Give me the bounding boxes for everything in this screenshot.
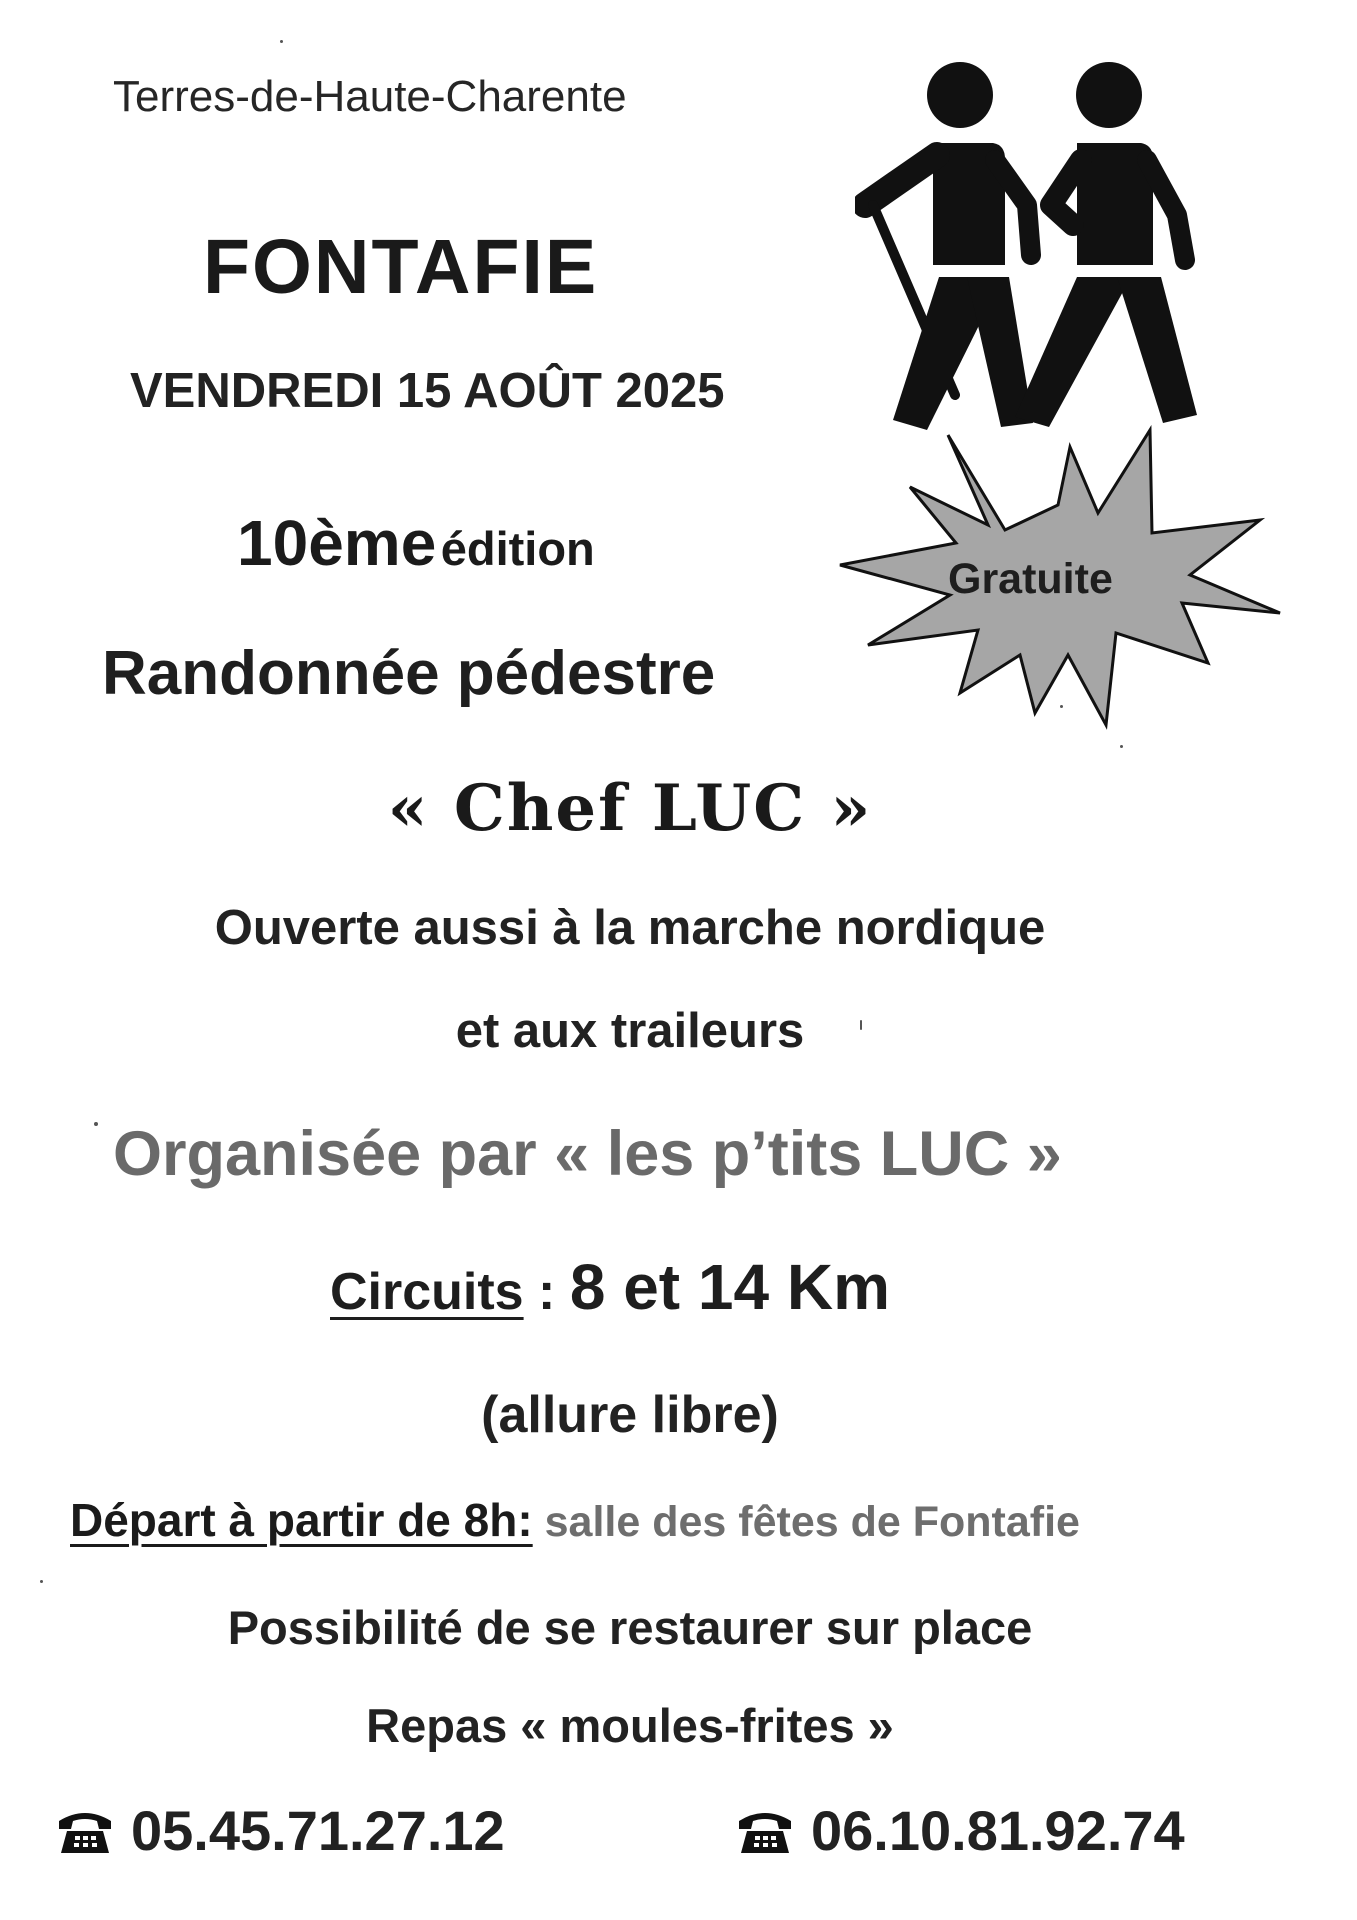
scan-speck (1060, 705, 1063, 708)
telephone-icon (55, 1807, 115, 1855)
open-to-line-2: et aux traileurs (455, 1004, 805, 1058)
food-line-1: Possibilité de se restaurer sur place (227, 1601, 1033, 1654)
edition-number: 10ème (237, 507, 437, 579)
scan-speck (94, 1122, 98, 1126)
contact-phone-2 (735, 1798, 1185, 1863)
town-name: Terres-de-Haute-Charente (113, 72, 627, 121)
circuits-separator: : (523, 1263, 570, 1321)
circuits-label: Circuits (330, 1263, 524, 1321)
free-badge-label: Gratuite (948, 555, 1113, 603)
circuits-distances: 8 et 14 Km (569, 1251, 890, 1323)
scan-speck (860, 1020, 862, 1030)
contact-phone-1-number: 05.45.71.27.12 (131, 1799, 505, 1862)
contact-phone-1 (55, 1798, 505, 1863)
event-date: VENDREDI 15 AOÛT 2025 (130, 364, 725, 418)
hikers-icon (855, 55, 1235, 445)
circuits-line (330, 1250, 890, 1324)
departure-label: Départ à partir de 8h: (70, 1494, 533, 1546)
telephone-icon (735, 1807, 795, 1855)
edition-line (237, 506, 595, 580)
event-type: Randonnée pédestre (102, 639, 716, 708)
organiser-line: Organisée par « les p’tits LUC » (113, 1119, 1062, 1189)
edition-word: édition (440, 522, 595, 575)
village-title: FONTAFIE (203, 224, 599, 310)
food-line-2: Repas « moules-frites » (366, 1699, 894, 1752)
event-name: « Chef LUC » (387, 771, 873, 846)
open-to-line-1: Ouverte aussi à la marche nordique (214, 901, 1046, 955)
pace-note: (allure libre) (481, 1386, 779, 1444)
scan-speck (40, 1580, 43, 1583)
departure-location: salle des fêtes de Fontafie (532, 1498, 1080, 1546)
scan-speck (280, 40, 283, 43)
departure-line (70, 1493, 1080, 1547)
contact-phone-2-number: 06.10.81.92.74 (811, 1799, 1185, 1862)
scan-speck (1120, 745, 1123, 748)
